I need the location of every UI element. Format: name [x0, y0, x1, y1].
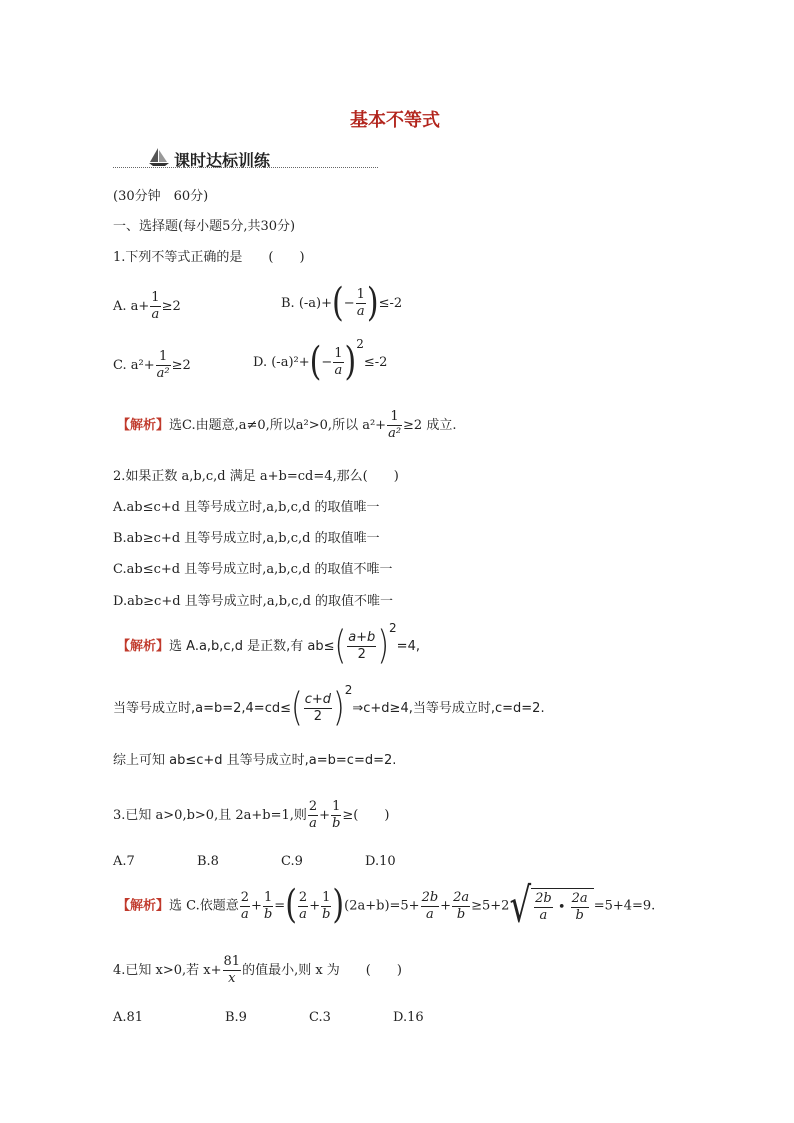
section-divider [113, 167, 378, 168]
q3-option-a: A.7 [113, 854, 135, 869]
q1-solution: 【解析】选C.由题意,a≠0,所以a²>0,所以 a²+ $\frac{1}{\text{a²}}$ ≥2 成立. [117, 409, 457, 441]
q2-option-b: B.ab≥c+d 且等号成立时,a,b,c,d 的取值唯一 [113, 531, 380, 546]
q2-option-c: C.ab≤c+d 且等号成立时,a,b,c,d 的取值不唯一 [113, 562, 393, 577]
q1-option-c: C. a²+ $\frac{1}{\text{a²}}$ ≥2 [113, 349, 191, 381]
q2-option-d: D.ab≥c+d 且等号成立时,a,b,c,d 的取值不唯一 [113, 594, 394, 609]
solution-tag: 【解析】 [117, 898, 170, 914]
q4-option-c: C.3 [309, 1010, 331, 1025]
q4-option-a: A.81 [113, 1010, 144, 1025]
q1-option-d: D. (-a)²+(− $\frac{1}{a}$ )2≤-2 [253, 337, 388, 385]
solution-tag: 【解析】 [117, 418, 170, 433]
q3-solution: 【解析】选 C.依题意 $\frac{2}{a}$ + $\frac{1}{b}$ =( $\frac{2}{a}$ + $\frac{1}{b}$ )(2a+b)=5+ $\frac{2b}{a}$ + $\frac{2a}{b}$ ≥5+2√ $\frac{2b}{a}$ • $\frac{2a}{b}$ =5+4=9. [117, 878, 656, 934]
part-heading: 一、选择题(每小题5分,共30分) [113, 219, 296, 234]
solution-tag: 【解析】 [117, 639, 170, 654]
q4-option-b: B.9 [225, 1010, 247, 1025]
section-label: 课时达标训练 [174, 150, 271, 170]
q2-stem: 2.如果正数 a,b,c,d 满足 a+b=cd=4,那么( ) [113, 469, 399, 484]
q4-option-d: D.16 [393, 1010, 424, 1025]
q1-stem: 1.下列不等式正确的是 ( ) [113, 250, 305, 265]
q3-option-d: D.10 [365, 854, 396, 869]
time-score: (30分钟 60分) [113, 189, 209, 204]
q2-solution-line1: 【解析】选 A.a,b,c,d 是正数,有 ab≤( $\frac{a+b}{2}$ )2=4, [117, 621, 420, 669]
q3-option-c: C.9 [281, 854, 303, 869]
q2-solution-line2: 当等号成立时,a=b=2,4=cd≤( $\frac{c+d}{2}$ )2⇒c+d≥4,当等号成立时,c=d=2. [113, 683, 545, 731]
q1-option-b: B. (-a)+(− $\frac{1}{a}$ )≤-2 [281, 280, 403, 326]
q3-stem: 3.已知 a>0,b>0,且 2a+b=1,则 $\frac{2}{a}$ + $\frac{1}{b}$ ≥( ) [113, 799, 390, 831]
q4-stem: 4.已知 x>0,若 x+ $\frac{81}{x}$ 的值最小,则 x 为 ( ) [113, 954, 402, 986]
page-title: 基本不等式 [350, 110, 440, 131]
q3-option-b: B.8 [197, 854, 219, 869]
q2-solution-line3: 综上可知 ab≤c+d 且等号成立时,a=b=c=d=2. [113, 753, 397, 768]
q1-option-a: A. a+ $\frac{1}{a}$ ≥2 [113, 290, 181, 322]
q2-option-a: A.ab≤c+d 且等号成立时,a,b,c,d 的取值唯一 [113, 500, 380, 515]
